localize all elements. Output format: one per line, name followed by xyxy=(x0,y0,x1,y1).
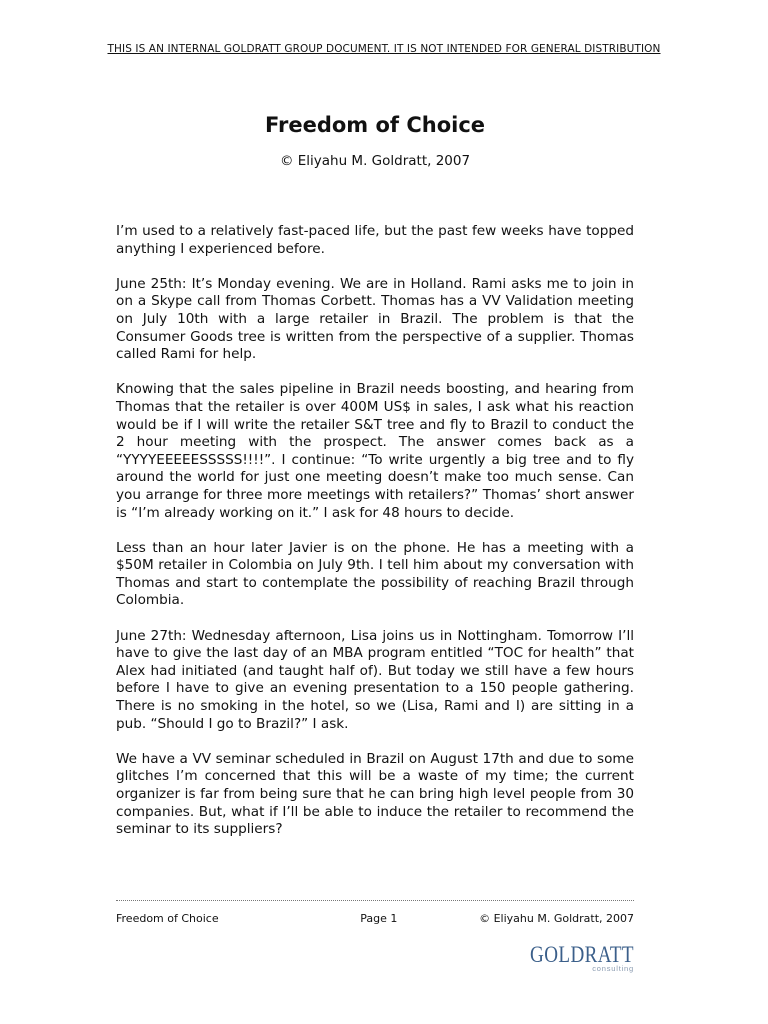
svg-text:consulting: consulting xyxy=(592,964,634,973)
footer-title: Freedom of Choice xyxy=(116,912,219,925)
document-copyright: © Eliyahu M. Goldratt, 2007 xyxy=(279,153,471,169)
footer-copyright: © Eliyahu M. Goldratt, 2007 xyxy=(479,912,634,925)
paragraph: Knowing that the sales pipeline in Brazil needs boosting, and hearing from Thomas that the retailer is over 400M US$ in sales, I ask what his reaction would be if I will write the retailer S&T tree and fly to Brazil to conduct the 2 hour meeting with the prospect. The answer comes back as a “YYYYEEEEESSSSS!!!!”. I continue: “To write urgently a big tree and to fly around the world for just one meeting doesn’t make too much sense. Can you arrange for three more meetings with retailers?” Thomas’ short answer is “I’m already working on it.” I ask for 48 hours to decide. xyxy=(116,381,634,521)
goldratt-logo xyxy=(528,940,638,976)
document-title: Freedom of Choice xyxy=(264,113,486,137)
distribution-notice: THIS IS AN INTERNAL GOLDRATT GROUP DOCUMENT. IT IS NOT INTENDED FOR GENERAL DISTRIBUTION xyxy=(107,43,661,55)
paragraph: I’m used to a relatively fast-paced life, but the past few weeks have topped anything I experienced before. xyxy=(116,223,634,257)
footer-page-number: Page 1 xyxy=(360,912,398,925)
footer-divider xyxy=(116,900,634,901)
page-footer xyxy=(116,912,634,925)
document-body xyxy=(116,223,634,856)
paragraph: We have a VV seminar scheduled in Brazil on August 17th and due to some glitches I’m concerned that this will be a waste of my time; the current organizer is far from being sure that he can bring high level people from 30 companies. But, what if I’ll be able to induce the retailer to recommend the seminar to its suppliers? xyxy=(116,750,634,838)
svg-text:GOLDRATT: GOLDRATT xyxy=(530,942,634,967)
paragraph: June 25th: It’s Monday evening. We are in Holland. Rami asks me to join in on a Skype call from Thomas Corbett. Thomas has a VV Validation meeting on July 10th with a large retailer in Brazil. The problem is that the Consumer Goods tree is written from the perspective of a supplier. Thomas called Rami for help. xyxy=(116,275,634,363)
paragraph: June 27th: Wednesday afternoon, Lisa joins us in Nottingham. Tomorrow I’ll have to give the last day of an MBA program entitled “TOC for health” that Alex had initiated (and taught half of). But today we still have a few hours before I have to give an evening presentation to a 150 people gathering. There is no smoking in the hotel, so we (Lisa, Rami and I) are sitting in a pub. “Should I go to Brazil?” I ask. xyxy=(116,627,634,732)
paragraph: Less than an hour later Javier is on the phone. He has a meeting with a $50M retailer in Colombia on July 9th. I tell him about my conversation with Thomas and start to contemplate the possibility of reaching Brazil through Colombia. xyxy=(116,539,634,609)
